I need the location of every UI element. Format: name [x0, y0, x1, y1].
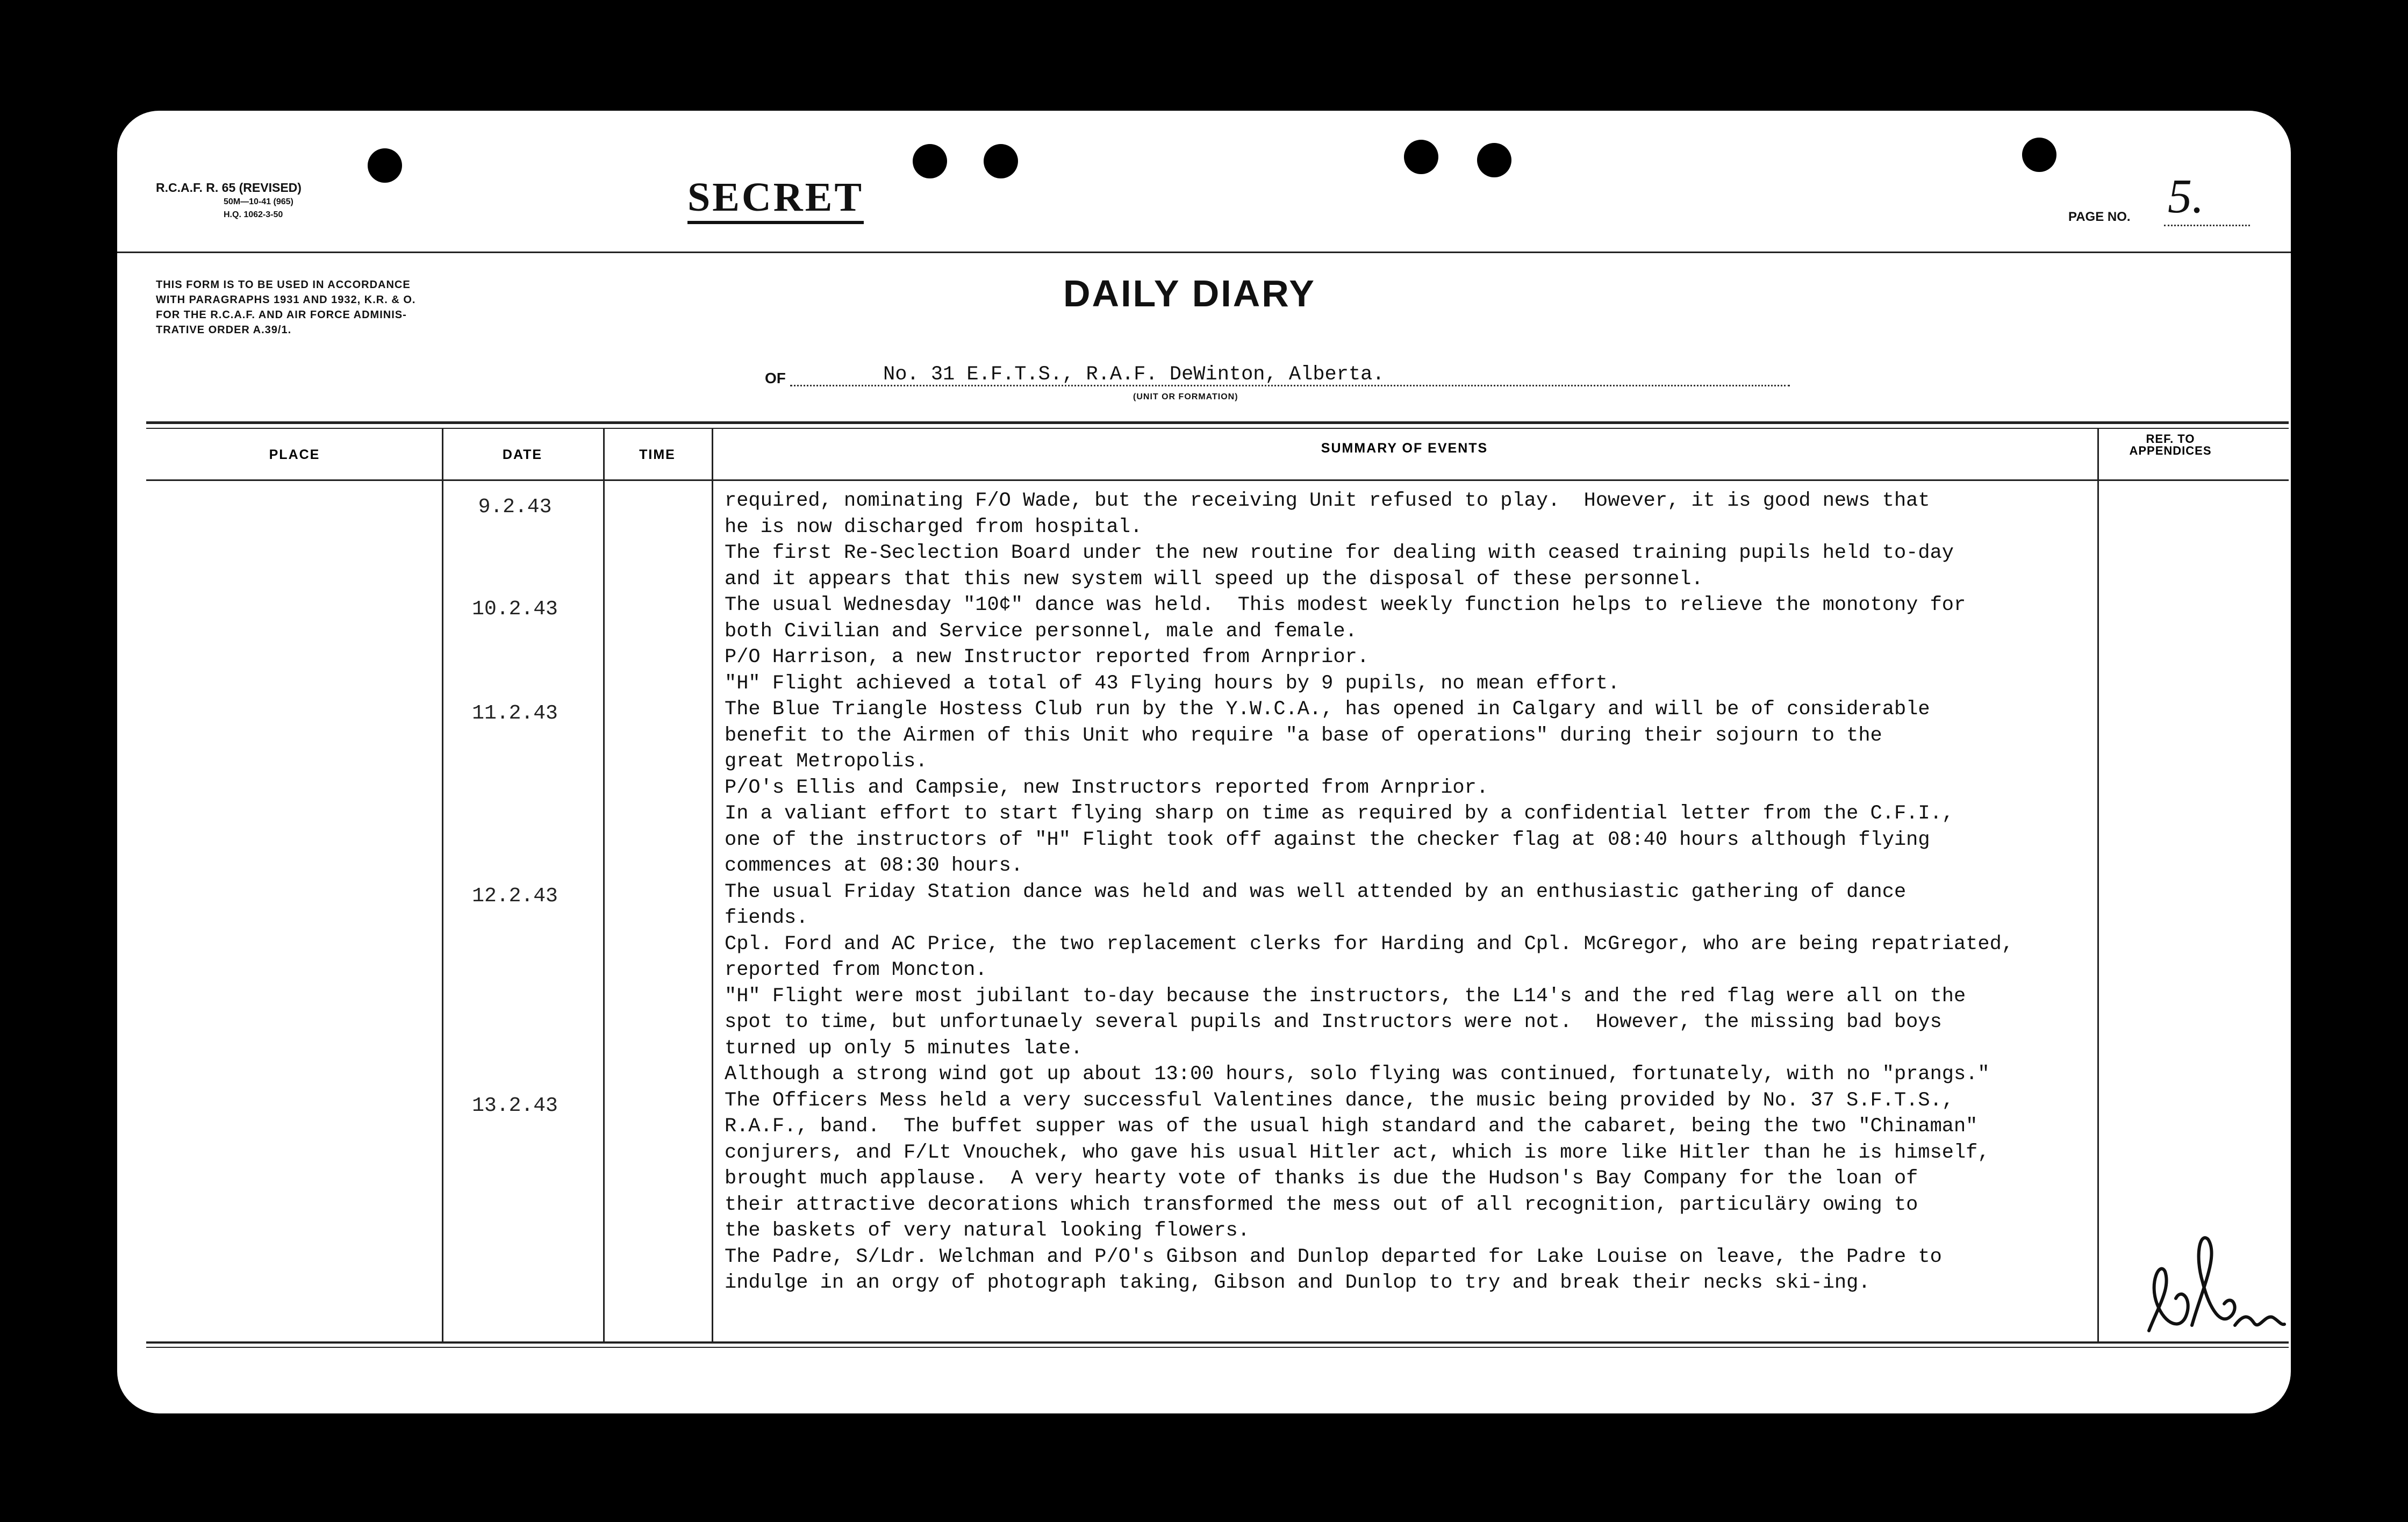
form-note-line: TRATIVE ORDER A.39/1. — [156, 324, 292, 336]
classification-text: SECRET — [687, 175, 864, 224]
summary-line: required, nominating F/O Wade, but the receiving Unit refused to play. However, it is good news that — [725, 490, 1930, 512]
summary-line: he is now discharged from hospital. — [725, 515, 1143, 539]
summary-line: Cpl. Ford and AC Price, the two replacement clerks for Harding and Cpl. McGregor, who are being repatriated, — [725, 932, 2013, 956]
summary-line: brought much applause. A very hearty vote of thanks is due the Hudson's Bay Company for the loan of — [725, 1167, 1918, 1190]
summary-line: indulge in an orgy of photograph taking, Gibson and Dunlop to try and break their necks ski-ing. — [725, 1272, 1870, 1294]
form-number: R.C.A.F. R. 65 (REVISED) — [156, 181, 302, 195]
classification-heading — [117, 174, 1434, 221]
summary-line: In a valiant effort to start flying sharp on time as required by a confidential letter from the C.F.I., — [725, 802, 1954, 825]
summary-line: "H" Flight were most jubilant to-day because the instructors, the L14's and the red flag were all on the — [725, 985, 1966, 1008]
entry-date: 9.2.43 — [478, 496, 552, 519]
table-header-rule — [146, 479, 2289, 481]
summary-line: R.A.F., band. The buffet supper was of the usual high standard and the cabaret, being the two "Chinaman" — [725, 1115, 1978, 1138]
appendices-header-line: APPENDICES — [2129, 444, 2212, 457]
page-number-line — [2164, 225, 2250, 226]
column-header-date: DATE — [502, 447, 543, 462]
punch-hole — [1477, 143, 1511, 177]
summary-line: "H" Flight achieved a total of 43 Flying hours by 9 pupils, no mean effort. — [725, 672, 1620, 695]
summary-line: conjurers, and F/Lt Vnouchek, who gave his usual Hitler act, which is more like Hitler than he is himself, — [725, 1141, 1990, 1164]
summary-line: The usual Friday Station dance was held and was well attended by an enthusiastic gathering of dance — [725, 880, 1907, 903]
unit-caption: (UNIT OR FORMATION) — [1133, 392, 1238, 401]
punch-hole — [913, 144, 947, 178]
summary-line: their attractive decorations which transformed the mess out of all recognition, particuläry owing to — [725, 1193, 1918, 1216]
appendices-header-line: REF. TO — [2146, 432, 2195, 446]
summary-line: benefit to the Airmen of this Unit who require "a base of operations" during their sojourn to the — [725, 724, 1882, 747]
summary-line: spot to time, but unfortunaely several pupils and Instructors were not. However, the missing bad boys — [725, 1011, 1942, 1033]
summary-line: the baskets of very natural looking flowers. — [725, 1219, 1250, 1242]
summary-line: P/O's Ellis and Campsie, new Instructors reported from Arnprior. — [725, 776, 1489, 799]
table-top-rule — [146, 421, 2289, 424]
diary-sheet — [117, 111, 2291, 1413]
form-hq-code: H.Q. 1062-3-50 — [224, 210, 283, 219]
summary-line: Although a strong wind got up about 13:00 hours, solo flying was continued, fortunately, with no "prangs." — [725, 1063, 1990, 1086]
entry-date: 11.2.43 — [472, 702, 558, 725]
table-bottom-rule-thin — [146, 1347, 2289, 1348]
entry-date: 13.2.43 — [472, 1094, 558, 1117]
of-label: OF — [765, 370, 786, 386]
summary-line: one of the instructors of "H" Flight took off against the checker flag at 08:40 hours although flying — [725, 828, 1930, 851]
handwritten-signature — [2127, 1223, 2289, 1363]
column-header-time: TIME — [639, 447, 676, 462]
header-divider — [117, 252, 2291, 253]
summary-line: reported from Moncton. — [725, 959, 987, 981]
summary-line: P/O Harrison, a new Instructor reported from Arnprior. — [725, 646, 1369, 669]
summary-line: fiends. — [725, 907, 808, 929]
page-number-label: PAGE NO. — [2068, 210, 2131, 224]
column-header-place: PLACE — [269, 447, 320, 462]
summary-line: both Civilian and Service personnel, male and female. — [725, 620, 1357, 643]
document-title: DAILY DIARY — [1063, 272, 1316, 314]
summary-line: commences at 08:30 hours. — [725, 855, 1023, 877]
punch-hole — [984, 144, 1018, 178]
page-number-value: 5. — [2168, 170, 2204, 223]
summary-line: The usual Wednesday "10¢" dance was held. This modest weekly function helps to relieve the monotony for — [725, 594, 1966, 616]
form-print-code: 50M—10-41 (965) — [224, 197, 293, 206]
column-header-appendices — [2106, 433, 2235, 457]
summary-line: The Padre, S/Ldr. Welchman and P/O's Gibson and Dunlop departed for Lake Louise on leave, the Padre to — [725, 1245, 1942, 1268]
unit-line — [790, 385, 1790, 386]
table-bottom-rule — [146, 1341, 2289, 1344]
summary-line: The Blue Triangle Hostess Club run by the Y.W.C.A., has opened in Calgary and will be of considerable — [725, 698, 1930, 721]
summary-line: turned up only 5 minutes late. — [725, 1037, 1083, 1060]
summary-line: and it appears that this new system will speed up the disposal of these personnel. — [725, 568, 1703, 591]
summary-line: great Metropolis. — [725, 750, 928, 773]
punch-hole — [2022, 138, 2056, 172]
column-header-summary: SUMMARY OF EVENTS — [1321, 441, 1488, 456]
summary-line: The first Re-Seclection Board under the new routine for dealing with ceased training pupils held to-day — [725, 542, 1954, 564]
summary-line: The Officers Mess held a very successful Valentines dance, the music being provided by No. 37 S.F.T.S., — [725, 1089, 1954, 1112]
column-divider — [712, 428, 713, 1341]
summary-of-events — [725, 488, 2176, 1296]
form-note-line: THIS FORM IS TO BE USED IN ACCORDANCE — [156, 279, 411, 291]
entry-date: 10.2.43 — [472, 598, 558, 621]
form-note-line: FOR THE R.C.A.F. AND AIR FORCE ADMINIS- — [156, 309, 407, 321]
form-note-line: WITH PARAGRAPHS 1931 AND 1932, K.R. & O. — [156, 294, 416, 306]
punch-hole — [1404, 140, 1438, 174]
column-divider — [603, 428, 605, 1341]
table-top-rule-thin — [146, 428, 2289, 429]
form-usage-note — [156, 277, 415, 338]
entry-date: 12.2.43 — [472, 885, 558, 908]
unit-name: No. 31 E.F.T.S., R.A.F. DeWinton, Alberta. — [883, 363, 1385, 386]
